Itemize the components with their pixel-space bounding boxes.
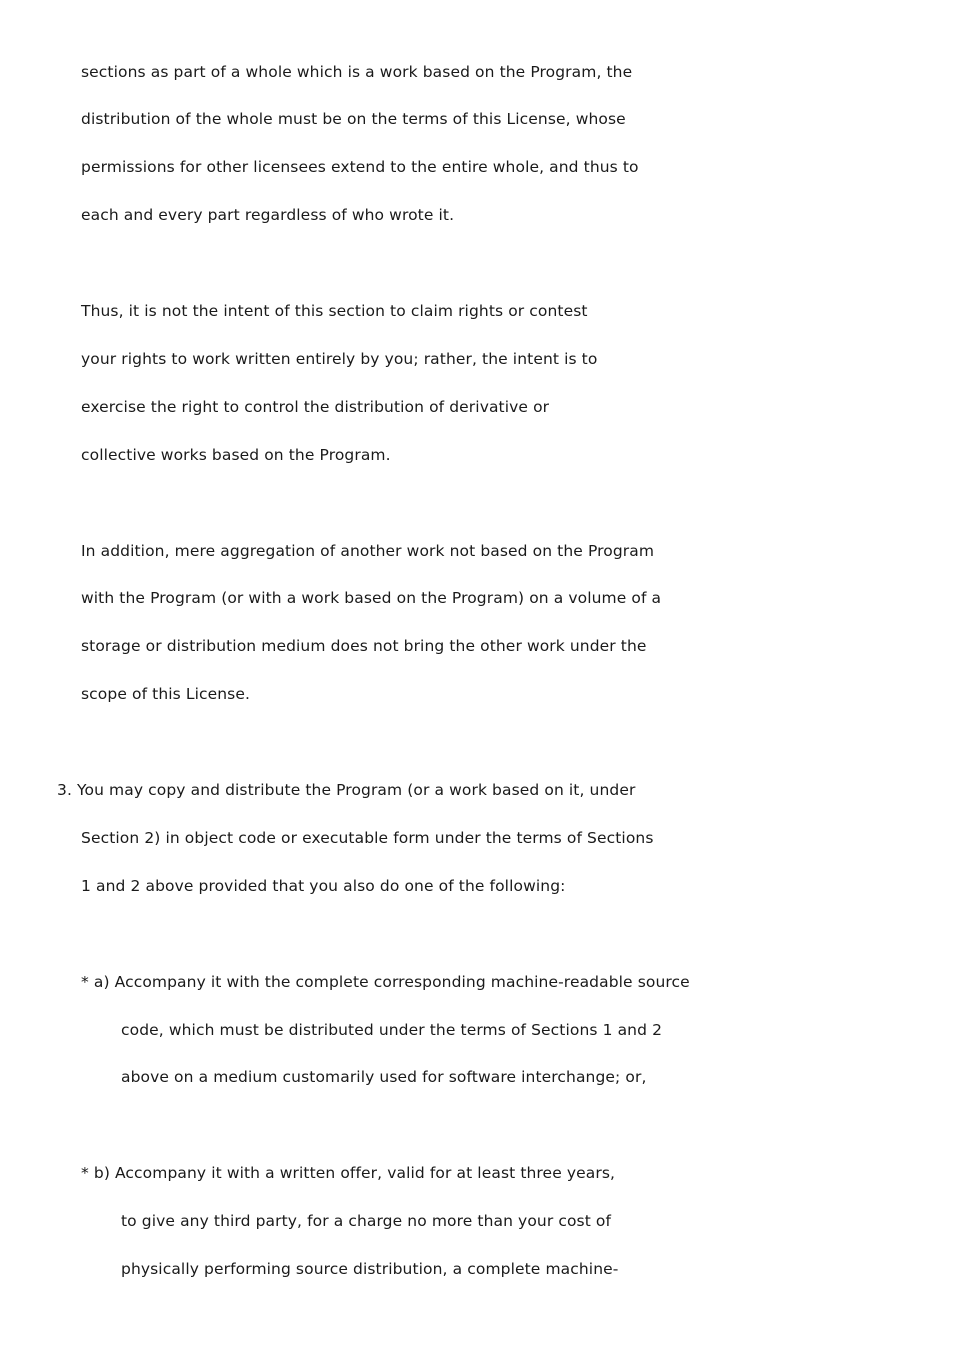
item-b-line-2: to give any third party, for a charge no more than your cost of <box>121 1212 612 1230</box>
paragraph-1-line-2: distribution of the whole must be on the terms of this License, whose <box>81 110 626 128</box>
paragraph-3-line-2: with the Program (or with a work based on the Program) on a volume of a <box>81 589 662 607</box>
paragraph-2-line-4: collective works based on the Program. <box>81 446 391 464</box>
section-3-line-2: Section 2) in object code or executable form under the terms of Sections <box>81 829 654 847</box>
paragraph-2-line-2: your rights to work written entirely by you; rather, the intent is to <box>81 350 598 368</box>
paragraph-3-line-3: storage or distribution medium does not bring the other work under the <box>81 637 647 655</box>
paragraph-3-line-4: scope of this License. <box>81 685 251 703</box>
item-b-line-3: physically performing source distribution, a complete machine- <box>121 1260 619 1278</box>
paragraph-3-line-1: In addition, mere aggregation of another work not based on the Program <box>81 542 655 560</box>
item-a-line-3: above on a medium customarily used for software interchange; or, <box>121 1068 647 1086</box>
paragraph-2-line-3: exercise the right to control the distribution of derivative or <box>81 398 550 416</box>
section-3-line-3: 1 and 2 above provided that you also do one of the following: <box>81 877 566 895</box>
paragraph-1-line-3: permissions for other licensees extend to the entire whole, and thus to <box>81 158 639 176</box>
item-a-line-2: code, which must be distributed under the terms of Sections 1 and 2 <box>121 1021 663 1039</box>
paragraph-1-line-4: each and every part regardless of who wrote it. <box>81 206 455 224</box>
item-a-line-1: * a) Accompany it with the complete corresponding machine-readable source <box>81 973 690 991</box>
paragraph-2-line-1: Thus, it is not the intent of this section to claim rights or contest <box>81 302 588 320</box>
paragraph-1-line-1: sections as part of a whole which is a work based on the Program, the <box>81 63 633 81</box>
item-b-line-1: * b) Accompany it with a written offer, valid for at least three years, <box>81 1164 616 1182</box>
section-3-line-1: 3. You may copy and distribute the Program (or a work based on it, under <box>57 781 636 799</box>
